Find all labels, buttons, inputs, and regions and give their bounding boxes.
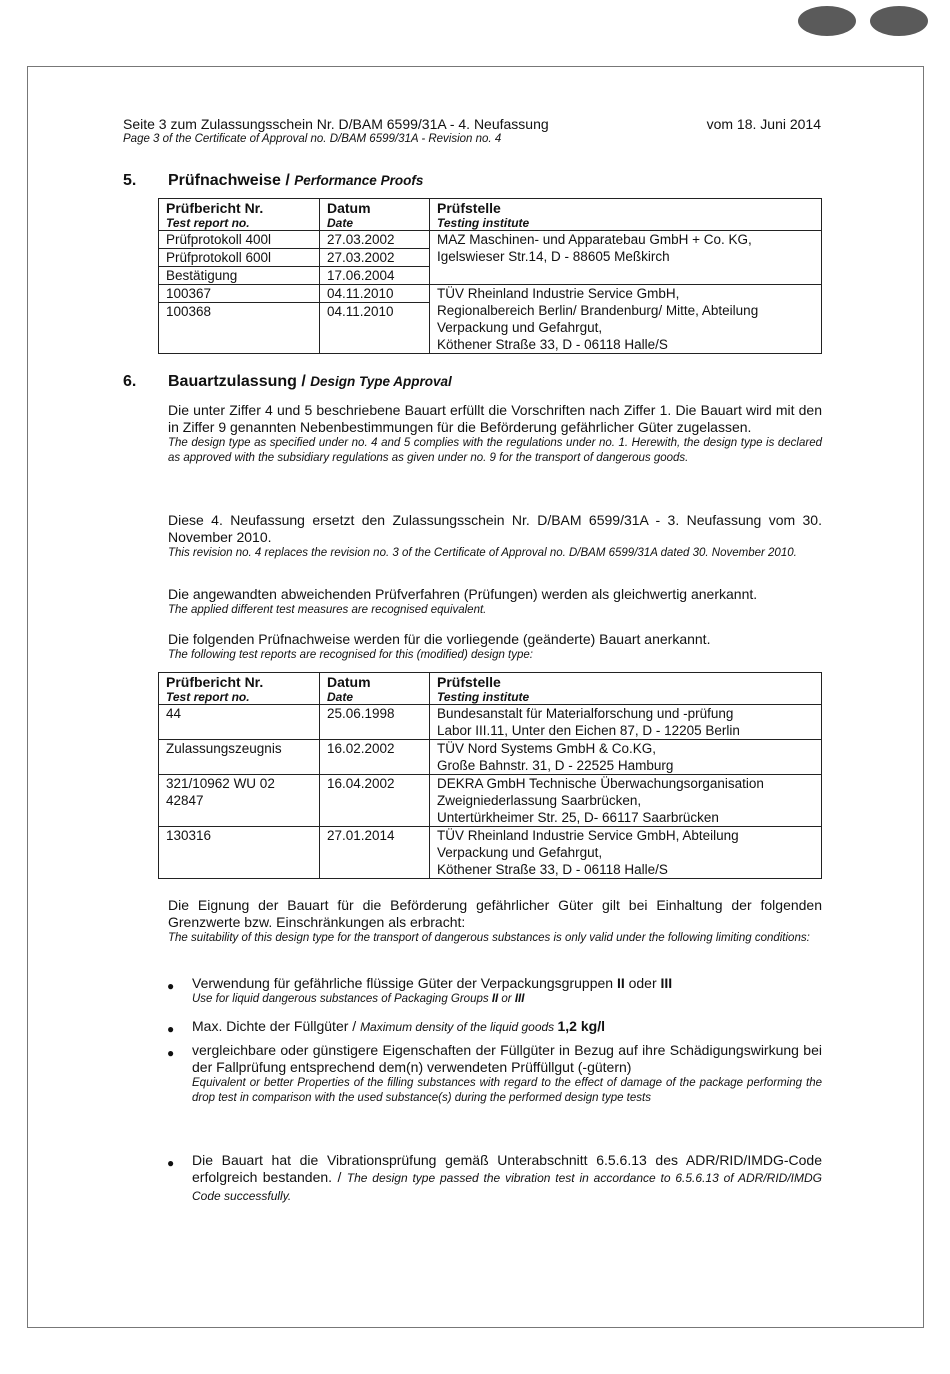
condition-de xyxy=(192,975,822,992)
paragraph-en: The design type as specified under no. 4 and 5 complies with the regulations under no. 1. Herewith, the design type is declared as approved with the subsidiary regulations as given under no. 9 for the transport of dangerous goods. xyxy=(168,437,822,464)
col-header-report xyxy=(159,673,320,705)
header-label: Prüfbericht Nr. xyxy=(166,674,264,690)
text-span-en: Maximum density of the liquid goods xyxy=(360,1020,558,1034)
institute-cell xyxy=(430,827,822,879)
condition-de: vergleichbare oder günstigere Eigenschaften der Füllgüter in Bezug auf ihre Schädigungswirkung bei der Fallprüfung entsprechend dem(n) verwendeten Prüffüllgut (-gütern) xyxy=(192,1042,822,1075)
institute-line: Köthener Straße 33, D - 06118 Halle/S xyxy=(437,337,668,352)
header-label-en: Testing institute xyxy=(437,690,530,704)
header-label-en: Date xyxy=(327,690,354,704)
institute-line: Labor III.11, Unter den Eichen 87, D - 12205 Berlin xyxy=(437,723,740,738)
bullet-icon: ● xyxy=(167,1156,175,1170)
date-cell: 27.01.2014 xyxy=(320,827,430,879)
oval-mark xyxy=(798,6,856,36)
condition-text xyxy=(192,1018,822,1035)
section-number: 6. xyxy=(123,373,137,390)
table-row xyxy=(159,740,822,775)
oval-mark xyxy=(870,6,928,36)
institute-line: TÜV Nord Systems GmbH & Co.KG, xyxy=(437,741,657,756)
institute-line: DEKRA GmbH Technische Überwachungsorganisation xyxy=(437,776,764,791)
institute-line: Köthener Straße 33, D - 06118 Halle/S xyxy=(437,862,668,877)
date-cell: 04.11.2010 xyxy=(320,303,430,354)
table-row xyxy=(159,285,822,303)
packaging-group: II xyxy=(616,975,625,991)
packaging-group: II xyxy=(491,993,499,1005)
condition-filling-substances xyxy=(167,1042,822,1106)
institute-line: Untertürkheimer Str. 25, D- 66117 Saarbrücken xyxy=(437,810,719,825)
header-label: Prüfstelle xyxy=(437,674,501,690)
condition-en xyxy=(192,992,822,1007)
report-cell: 44 xyxy=(159,705,320,740)
report-cell: Prüfprotokoll 600l xyxy=(159,249,320,267)
text-span: Use for liquid dangerous substances of Packaging Groups xyxy=(192,993,492,1005)
table-row xyxy=(159,827,822,879)
text-span: or xyxy=(498,993,515,1005)
packaging-group: III xyxy=(660,975,673,991)
header-title-de: Seite 3 zum Zulassungsschein Nr. D/BAM 6599/31A - 4. Neufassung xyxy=(123,116,549,132)
paragraph-de: Die Eignung der Bauart für die Beförderung gefährlicher Güter gilt bei Einhaltung der folgenden Grenzwerte bzw. Einschränkungen als erbracht: xyxy=(168,897,822,930)
institute-cell xyxy=(430,285,822,354)
text-span-en: The design type passed the vibration test in accordance to 6.5.6.13 of ADR/RID/IMDG Code successfully. xyxy=(192,1171,823,1203)
col-header-date xyxy=(320,673,430,705)
table-row xyxy=(159,705,822,740)
institute-line: Regionalbereich Berlin/ Brandenburg/ Mitte, Abteilung xyxy=(437,303,759,318)
report-cell: Prüfprotokoll 400l xyxy=(159,231,320,249)
institute-cell xyxy=(430,740,822,775)
report-cell: Bestätigung xyxy=(159,267,320,285)
recognised-reports-table xyxy=(158,672,822,879)
condition-en: Equivalent or better Properties of the filling substances with regard to the effect of damage of the package performing the drop test in comparison with the used substance(s) during the performed design type tests xyxy=(192,1077,822,1104)
report-cell: Zulassungszeugnis xyxy=(159,740,320,775)
packaging-group: III xyxy=(514,993,525,1005)
revision-paragraph xyxy=(168,512,822,561)
institute-cell xyxy=(430,705,822,740)
col-header-date xyxy=(320,199,430,231)
section-number: 5. xyxy=(123,172,137,189)
header-label: Datum xyxy=(327,200,371,216)
text-span: Die Bauart hat die Vibrationsprüfung gemäß Unterabschnitt 6.5.6.13 des ADR/RID/IMDG-Code erfolgreich bestanden. / xyxy=(192,1152,822,1185)
paragraph-de: Diese 4. Neufassung ersetzt den Zulassungsschein Nr. D/BAM 6599/31A - 3. Neufassung vom 30. November 2010. xyxy=(168,512,822,545)
section-5-heading xyxy=(123,172,423,190)
header-date: vom 18. Juni 2014 xyxy=(706,116,821,132)
bullet-icon: ● xyxy=(167,979,175,993)
col-header-institute xyxy=(430,199,822,231)
institute-cell xyxy=(430,775,822,827)
report-cell: 100368 xyxy=(159,303,320,354)
bullet-icon: ● xyxy=(167,1046,175,1060)
report-line: 42847 xyxy=(166,793,204,808)
date-cell: 27.03.2002 xyxy=(320,249,430,267)
paragraph-de: Die angewandten abweichenden Prüfverfahren (Prüfungen) werden als gleichwertig anerkannt. xyxy=(168,586,758,602)
institute-line: TÜV Rheinland Industrie Service GmbH, Abteilung xyxy=(437,828,739,843)
institute-line: MAZ Maschinen- und Apparatebau GmbH + Co. KG, xyxy=(437,232,752,247)
header-label-en: Test report no. xyxy=(166,216,250,230)
institute-line: TÜV Rheinland Industrie Service GmbH, xyxy=(437,286,680,301)
header-label: Datum xyxy=(327,674,371,690)
bullet-icon: ● xyxy=(167,1022,175,1036)
table-row xyxy=(159,775,822,827)
density-value: 1,2 kg/l xyxy=(557,1018,605,1034)
report-cell: 130316 xyxy=(159,827,320,879)
header-label-en: Date xyxy=(327,216,354,230)
page-header xyxy=(123,116,821,145)
report-line: 321/10962 WU 02 xyxy=(166,776,275,791)
text-span: Max. Dichte der Füllgüter / xyxy=(192,1018,361,1034)
date-cell: 27.03.2002 xyxy=(320,231,430,249)
paragraph-de: Die folgenden Prüfnachweise werden für die vorliegende (geänderte) Bauart anerkannt. xyxy=(168,631,711,647)
reports-intro-paragraph xyxy=(168,631,822,663)
header-label: Prüfstelle xyxy=(437,200,501,216)
institute-line: Große Bahnstr. 31, D - 22525 Hamburg xyxy=(437,758,674,773)
report-cell: 100367 xyxy=(159,285,320,303)
header-label: Prüfbericht Nr. xyxy=(166,200,264,216)
suitability-paragraph xyxy=(168,897,822,946)
section-6-heading xyxy=(123,373,452,391)
table-header-row xyxy=(159,673,822,705)
header-title-en: Page 3 of the Certificate of Approval no. D/BAM 6599/31A - Revision no. 4 xyxy=(123,133,502,145)
date-cell: 04.11.2010 xyxy=(320,285,430,303)
condition-packaging-groups xyxy=(167,975,822,1007)
date-cell: 16.04.2002 xyxy=(320,775,430,827)
condition-vibration-test xyxy=(167,1152,822,1205)
col-header-report xyxy=(159,199,320,231)
condition-max-density xyxy=(167,1018,822,1035)
text-span: oder xyxy=(624,975,661,991)
section-title-de: Prüfnachweise / xyxy=(168,172,290,189)
section-title-de: Bauartzulassung / xyxy=(168,373,306,390)
date-cell: 25.06.1998 xyxy=(320,705,430,740)
paragraph-en: The applied different test measures are recognised equivalent. xyxy=(168,604,487,616)
text-span: Verwendung für gefährliche flüssige Güter der Verpackungsgruppen xyxy=(192,975,617,991)
institute-line: Bundesanstalt für Materialforschung und -prüfung xyxy=(437,706,734,721)
institute-line: Igelswieser Str.14, D - 88605 Meßkirch xyxy=(437,249,670,264)
section-title-en: Performance Proofs xyxy=(294,173,424,188)
section-title-en: Design Type Approval xyxy=(310,374,452,389)
paragraph-en: The following test reports are recognised for this (modified) design type: xyxy=(168,649,533,661)
table-row xyxy=(159,231,822,249)
equivalence-paragraph xyxy=(168,586,822,618)
institute-cell xyxy=(430,231,822,285)
header-label-en: Test report no. xyxy=(166,690,250,704)
header-label-en: Testing institute xyxy=(437,216,530,230)
institute-line: Verpackung und Gefahrgut, xyxy=(437,320,603,335)
date-cell: 17.06.2004 xyxy=(320,267,430,285)
institute-line: Zweigniederlassung Saarbrücken, xyxy=(437,793,642,808)
performance-proofs-table xyxy=(158,198,822,354)
report-cell xyxy=(159,775,320,827)
condition-text xyxy=(192,1152,822,1205)
date-cell: 16.02.2002 xyxy=(320,740,430,775)
paragraph-en: The suitability of this design type for the transport of dangerous substances is only valid under the following limiting conditions: xyxy=(168,932,810,944)
approval-paragraph xyxy=(168,402,822,466)
paragraph-en: This revision no. 4 replaces the revision no. 3 of the Certificate of Approval no. D/BAM 6599/31A dated 30. November 2010. xyxy=(168,547,797,559)
paragraph-de: Die unter Ziffer 4 und 5 beschriebene Bauart erfüllt die Vorschriften nach Ziffer 1. Die Bauart wird mit den in Ziffer 9 genannten Nebenbestimmungen für die Beförderung gefährlicher Güter zugelassen. xyxy=(168,402,822,435)
table-header-row xyxy=(159,199,822,231)
col-header-institute xyxy=(430,673,822,705)
institute-line: Verpackung und Gefahrgut, xyxy=(437,845,603,860)
